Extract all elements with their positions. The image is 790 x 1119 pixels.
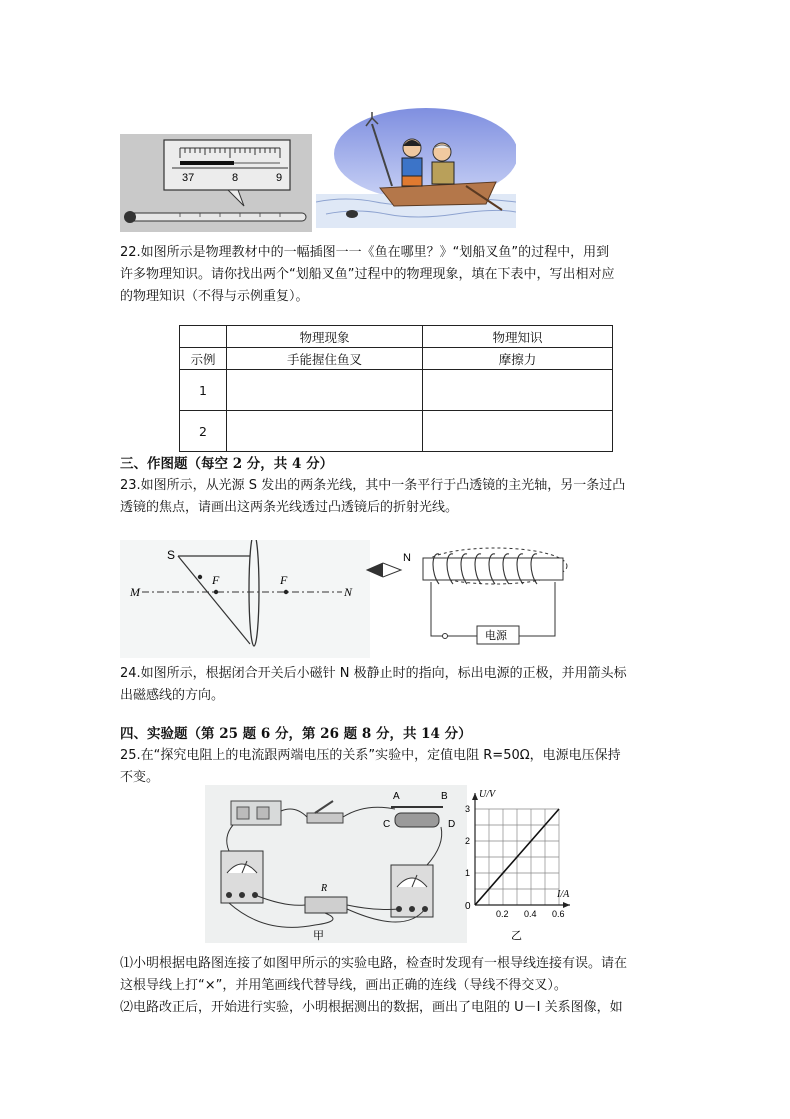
y-tick-label: 3 <box>465 804 471 814</box>
q24-line: 24.如图所示，根据闭合开关后小磁针 N 极静止时的指向，标出电源的正极，并用箭头标 <box>120 666 627 681</box>
thermometer-figure <box>120 134 312 232</box>
question-25-parts <box>120 953 680 1019</box>
q22-line: 22.如图所示是物理教材中的一幅插图一一《鱼在哪里？》“划船叉鱼”的过程中，用到 <box>120 245 610 260</box>
figure-caption-right: 乙 <box>511 930 522 942</box>
tick-label: 8 <box>232 172 239 184</box>
switch-icon <box>443 634 448 639</box>
needle-n-label: N <box>403 552 411 564</box>
table-cell: 摩擦力 <box>423 348 613 370</box>
x-axis-label: I/A <box>557 889 570 900</box>
q25-line: 不变。 <box>120 770 160 785</box>
y-tick-label: 1 <box>465 868 471 878</box>
switch-icon <box>307 813 343 823</box>
tick-label: 37 <box>182 172 195 184</box>
q24-line: 出磁感线的方向。 <box>120 688 225 703</box>
table-cell: 示例 <box>180 348 227 370</box>
q25-part-line: ⑵电路改正后，开始进行实验，小明根据测出的数据，画出了电阻的 U－I 关系图像，如 <box>120 1000 623 1015</box>
section-4-heading: 四、实验题（第 25 题 6 分，第 26 题 8 分，共 14 分） <box>120 726 472 742</box>
q23-line: 23.如图所示，从光源 S 发出的两条光线，其中一条平行于凸透镜的主光轴，另一条过凸 <box>120 478 626 493</box>
solenoid-diagram <box>365 544 575 648</box>
u-i-graph <box>455 785 585 945</box>
focus-left <box>198 575 202 579</box>
table-row <box>180 411 613 452</box>
terminal-label: A <box>393 791 400 802</box>
wire-left <box>431 582 443 636</box>
q25-part-line: 这根导线上打“×”，并用笔画线代替导线，画出正确的连线（导线不得交叉）。 <box>120 978 567 993</box>
power-source-label: 电源 <box>485 630 507 642</box>
table-cell: 手能握住鱼叉 <box>227 348 423 370</box>
resistor-r <box>305 897 347 913</box>
boat-fishing-illustration <box>316 106 516 228</box>
light-source-s: S <box>167 548 176 562</box>
table-cell: 1 <box>180 370 227 411</box>
x-tick-label: 0.2 <box>496 909 509 919</box>
table-cell: 2 <box>180 411 227 452</box>
table-cell: 物理知识 <box>423 326 613 348</box>
question-24 <box>120 663 680 707</box>
wire-right <box>519 582 555 636</box>
rheostat <box>395 813 439 827</box>
q25-line: 25.在“探究电阻上的电流跟两端电压的关系”实验中，定值电阻 R=50Ω，电源电压保持 <box>120 748 621 763</box>
x-tick-label: 0.6 <box>552 909 565 919</box>
table-row <box>180 348 613 370</box>
x-tick-label: 0.4 <box>524 909 537 919</box>
label-f-left: F <box>212 573 220 587</box>
table-cell <box>180 326 227 348</box>
question-23 <box>120 475 680 519</box>
label-f-right: F <box>280 573 288 587</box>
table-row <box>180 370 613 411</box>
tick-label: 9 <box>276 172 283 184</box>
origin-label: 0 <box>465 901 471 912</box>
label-n: N <box>344 585 353 599</box>
answer-cell[interactable] <box>227 370 423 411</box>
answer-cell[interactable] <box>423 411 613 452</box>
figure-caption-left: 甲 <box>313 930 324 942</box>
focus-right-point <box>284 590 288 594</box>
terminal-label: D <box>448 819 456 830</box>
y-axis-label: U/V <box>479 789 496 800</box>
experiment-circuit-figure <box>205 785 467 943</box>
terminal-label: C <box>383 819 391 830</box>
table-row <box>180 326 613 348</box>
label-m: M <box>130 585 140 599</box>
y-tick-label: 2 <box>465 836 471 846</box>
terminal-label: B <box>441 791 448 802</box>
question-22 <box>120 242 680 308</box>
convex-lens-diagram <box>120 540 370 658</box>
resistor-label: R <box>321 883 328 894</box>
answer-cell[interactable] <box>423 370 613 411</box>
q23-line: 透镜的焦点，请画出这两条光线透过凸透镜后的折射光线。 <box>120 500 459 515</box>
q22-line: 许多物理知识。请你找出两个“划船叉鱼”过程中的物理现象，填在下表中，写出相对应 <box>120 267 615 282</box>
solenoid-core <box>423 558 563 580</box>
focus-left-point <box>214 590 218 594</box>
physics-table <box>179 325 613 452</box>
q22-line: 的物理知识（不得与示例重复）。 <box>120 289 309 304</box>
mercury-column <box>180 161 234 165</box>
table-cell: 物理现象 <box>227 326 423 348</box>
section-3-heading: 三、作图题（每空 2 分，共 4 分） <box>120 456 334 472</box>
question-25 <box>120 745 680 789</box>
q25-part-line: ⑴小明根据电路图连接了如图甲所示的实验电路，检查时发现有一根导线连接有误。请在 <box>120 956 628 971</box>
answer-cell[interactable] <box>227 411 423 452</box>
